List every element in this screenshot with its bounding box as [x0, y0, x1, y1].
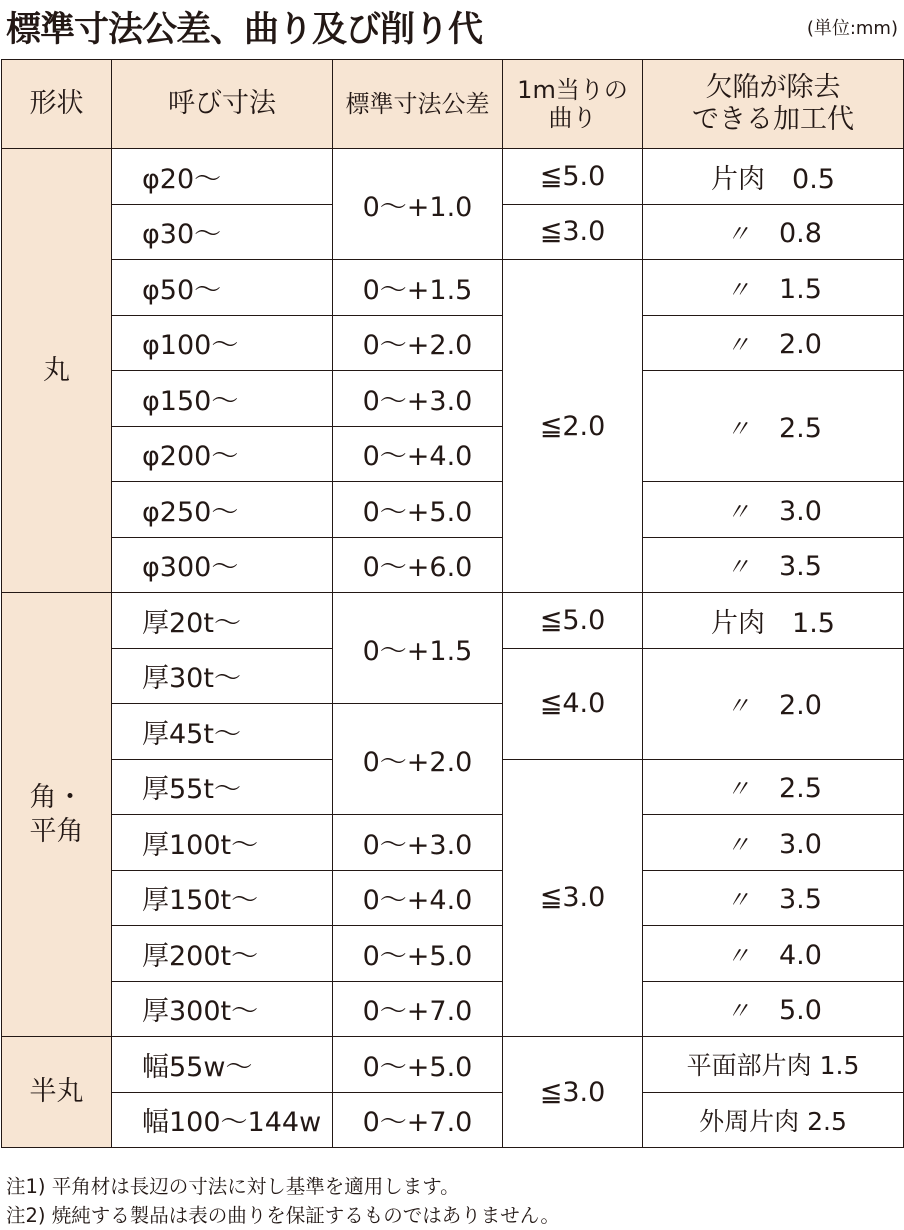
tolerance-cell: 0〜+7.0: [333, 1092, 503, 1148]
table-row: [2, 870, 904, 926]
table-row: [2, 815, 904, 871]
allowance-cell: 〃 2.0: [643, 648, 904, 759]
bend-cell: ≦3.0: [503, 759, 643, 1037]
table-row: [2, 537, 904, 593]
tolerance-cell: 0〜+7.0: [333, 981, 503, 1037]
table-row: [2, 371, 904, 427]
table-row: [2, 149, 904, 205]
header-shape: 形状: [2, 60, 112, 149]
bend-cell: ≦2.0: [503, 260, 643, 593]
footnotes: [6, 1172, 560, 1230]
bend-cell: ≦5.0: [503, 149, 643, 205]
allowance-cell: 片肉 1.5: [643, 593, 904, 649]
allowance-cell: 外周片肉 2.5: [643, 1092, 904, 1148]
bend-cell: ≦3.0: [503, 204, 643, 260]
tolerance-cell: 0〜+4.0: [333, 426, 503, 482]
bend-cell: ≦5.0: [503, 593, 643, 649]
nominal-cell: φ300〜: [112, 537, 333, 593]
tolerance-cell: 0〜+5.0: [333, 482, 503, 538]
tolerance-cell: 0〜+5.0: [333, 1037, 503, 1093]
allowance-cell: 〃 3.5: [643, 870, 904, 926]
tolerance-cell: 0〜+4.0: [333, 870, 503, 926]
nominal-cell: φ250〜: [112, 482, 333, 538]
table-row: [2, 926, 904, 982]
nominal-cell: 幅100〜144w: [112, 1092, 333, 1148]
tolerance-cell: 0〜+3.0: [333, 371, 503, 427]
table-row: [2, 593, 904, 649]
table-row: [2, 315, 904, 371]
nominal-cell: 幅55w〜: [112, 1037, 333, 1093]
nominal-cell: 厚55t〜: [112, 759, 333, 815]
bend-cell: ≦3.0: [503, 1037, 643, 1148]
allowance-cell: 〃 3.0: [643, 482, 904, 538]
allowance-cell: 〃 2.5: [643, 759, 904, 815]
unit-label: (単位:mm): [806, 18, 898, 39]
nominal-cell: φ30〜: [112, 204, 333, 260]
allowance-cell: 〃 0.8: [643, 204, 904, 260]
tolerance-cell: 0〜+6.0: [333, 537, 503, 593]
table-row: [2, 482, 904, 538]
nominal-cell: 厚300t〜: [112, 981, 333, 1037]
allowance-cell: 片肉 0.5: [643, 149, 904, 205]
table-row: [2, 260, 904, 316]
allowance-cell: 〃 3.0: [643, 815, 904, 871]
nominal-cell: 厚200t〜: [112, 926, 333, 982]
tolerance-cell: 0〜+2.0: [333, 704, 503, 815]
table-row: [2, 981, 904, 1037]
page-title: 標準寸法公差、曲り及び削り代: [6, 10, 483, 50]
group-square: 角・ 平角: [2, 593, 112, 1037]
header-bend: 1m当りの 曲り: [503, 60, 643, 149]
nominal-cell: φ100〜: [112, 315, 333, 371]
footnote-1: 注1) 平角材は長辺の寸法に対し基準を適用します。: [6, 1175, 460, 1198]
nominal-cell: 厚30t〜: [112, 648, 333, 704]
header-nominal: 呼び寸法: [112, 60, 333, 149]
nominal-cell: 厚100t〜: [112, 815, 333, 871]
tolerance-cell: 0〜+1.5: [333, 260, 503, 316]
table-row: [2, 1092, 904, 1148]
group-half-round: 半丸: [2, 1037, 112, 1148]
tolerance-cell: 0〜+3.0: [333, 815, 503, 871]
nominal-cell: 厚45t〜: [112, 704, 333, 760]
footnote-2: 注2) 焼純する製品は表の曲りを保証するものではありません。: [6, 1204, 560, 1227]
allowance-cell: 平面部片肉 1.5: [643, 1037, 904, 1093]
nominal-cell: φ20〜: [112, 149, 333, 205]
allowance-cell: 〃 4.0: [643, 926, 904, 982]
header-row: [2, 60, 904, 149]
nominal-cell: φ200〜: [112, 426, 333, 482]
tolerance-cell: 0〜+5.0: [333, 926, 503, 982]
tolerance-cell: 0〜+1.5: [333, 593, 503, 704]
tolerance-cell: 0〜+1.0: [333, 149, 503, 260]
nominal-cell: 厚150t〜: [112, 870, 333, 926]
allowance-cell: 〃 3.5: [643, 537, 904, 593]
group-round: 丸: [2, 149, 112, 593]
spec-table: [1, 59, 904, 1148]
allowance-cell: 〃 2.5: [643, 371, 904, 482]
nominal-cell: φ50〜: [112, 260, 333, 316]
nominal-cell: φ150〜: [112, 371, 333, 427]
allowance-cell: 〃 2.0: [643, 315, 904, 371]
table-row: [2, 1037, 904, 1093]
allowance-cell: 〃 1.5: [643, 260, 904, 316]
bend-cell: ≦4.0: [503, 648, 643, 759]
nominal-cell: 厚20t〜: [112, 593, 333, 649]
header-allowance: 欠陥が除去 できる加工代: [643, 60, 904, 149]
tolerance-cell: 0〜+2.0: [333, 315, 503, 371]
allowance-cell: 〃 5.0: [643, 981, 904, 1037]
header-tolerance: 標準寸法公差: [333, 60, 503, 149]
